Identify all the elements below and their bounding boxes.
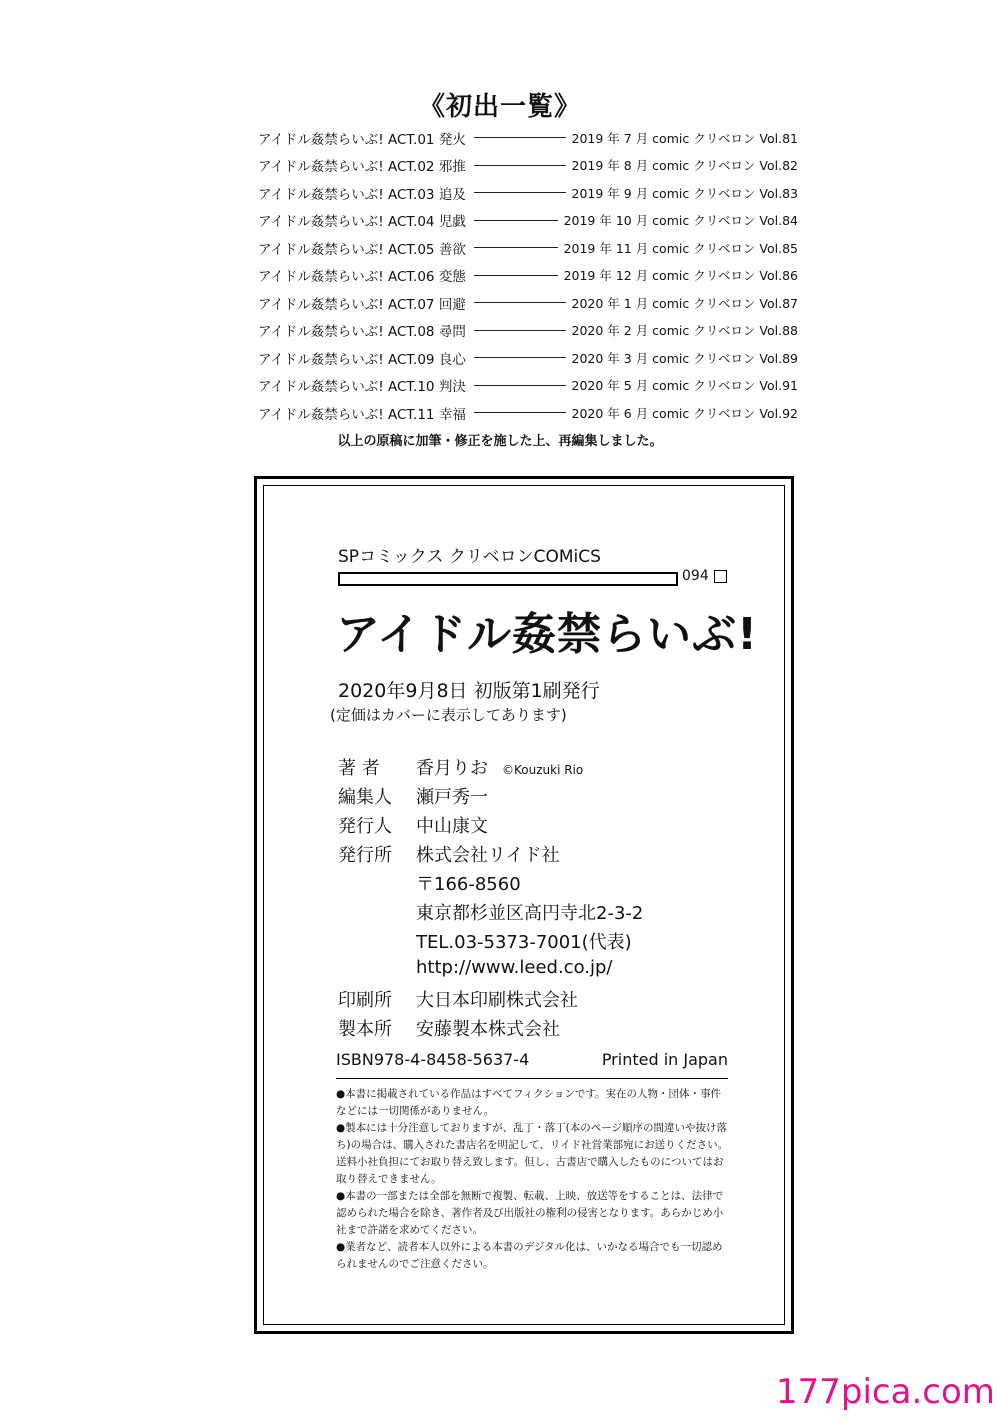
leader-line [474,302,566,303]
list-item [258,344,798,372]
isbn: ISBN978-4-8458-5637-4 [336,1050,530,1069]
list-item [258,262,798,290]
list-item [258,234,798,262]
postal-code: 〒166-8560 [416,874,521,895]
colophon-inner-border [263,485,785,1325]
staff-value: 香月りお [416,758,488,779]
chapter-source: 2020 年 1 月 comic クリベロン Vol.87 [571,295,798,311]
chapter-title: アイドル姦禁らいぶ! ACT.01 発火 [258,131,466,148]
legal-notices [336,1086,730,1273]
staff-row-publisher-person [338,812,643,841]
address: 東京都杉並区高円寺北2-3-2 [416,903,644,924]
chapter-source: 2019 年 12 月 comic クリベロン Vol.86 [563,268,798,284]
code-number: 094 [682,568,709,584]
chapter-title: アイドル姦禁らいぶ! ACT.10 判決 [258,379,466,396]
list-item [258,124,798,152]
staff-role: 著 者 [338,758,380,779]
chapter-source: 2020 年 2 月 comic クリベロン Vol.88 [571,323,798,339]
chapter-source: 2019 年 11 月 comic クリベロン Vol.85 [563,240,798,256]
colophon-box [254,476,794,1334]
staff-list [338,754,643,1044]
code-bar [338,572,678,586]
notice-item: ●製本には十分注意しておりますが、乱丁・落丁(本のページ順序の間違いや抜け落ち)の場合は、購入された書店名を明記して、リイド社営業部宛にお送りください。送料小社負担にてお取り替え致します。但し、古書店で購入したものについてはお取り替えできません。 [336,1122,729,1185]
chapter-source: 2019 年 9 月 comic クリベロン Vol.83 [571,185,798,201]
chapter-title: アイドル姦禁らいぶ! ACT.09 良心 [258,351,466,368]
chapter-title: アイドル姦禁らいぶ! ACT.03 追及 [258,186,466,203]
list-item [258,317,798,345]
chapter-title: アイドル姦禁らいぶ! ACT.02 邪推 [258,159,466,176]
staff-row-publisher [338,841,643,870]
chapter-source: 2019 年 7 月 comic クリベロン Vol.81 [571,130,798,146]
staff-role: 印刷所 [338,990,392,1011]
chapter-source: 2020 年 5 月 comic クリベロン Vol.91 [571,378,798,394]
first-appearance-list [258,124,798,427]
chapter-title: アイドル姦禁らいぶ! ACT.08 尋問 [258,324,466,341]
chapter-title: アイドル姦禁らいぶ! ACT.05 善欲 [258,241,466,258]
chapter-source: 2020 年 6 月 comic クリベロン Vol.92 [571,405,798,421]
isbn-row [336,1050,728,1069]
leader-line [474,192,566,193]
staff-value: 中山康文 [416,816,488,837]
copyright-notice: ©Kouzuki Rio [502,763,584,777]
list-item [258,179,798,207]
watermark: 177pica.com [776,1372,995,1412]
chapter-title: アイドル姦禁らいぶ! ACT.06 変態 [258,269,466,286]
list-item [258,289,798,317]
divider [336,1078,728,1079]
staff-value: 瀬戸秀一 [416,787,488,808]
first-appearance-heading: 《初出一覧》 [418,92,581,122]
leader-line [474,137,566,138]
staff-row-url [338,957,643,986]
leader-line [474,165,566,166]
staff-row-phone [338,928,643,957]
leader-line [474,275,558,276]
leader-line [474,330,566,331]
staff-role: 編集人 [338,787,392,808]
chapter-source: 2019 年 10 月 comic クリベロン Vol.84 [563,213,798,229]
staff-value: 株式会社リイド社 [416,845,560,866]
list-item [258,207,798,235]
chapter-source: 2019 年 8 月 comic クリベロン Vol.82 [571,158,798,174]
price-note: (定価はカバーに表示してあります) [330,706,567,724]
website-url: http://www.leed.co.jp/ [416,957,613,978]
leader-line [474,385,566,386]
staff-row-author [338,754,643,783]
chapter-title: アイドル姦禁らいぶ! ACT.11 幸福 [258,406,466,423]
edition-line: 2020年9月8日 初版第1刷発行 [338,680,600,702]
staff-row-address [338,899,643,928]
staff-row-printer [338,986,643,1015]
leader-line [474,220,558,221]
staff-row-postal [338,870,643,899]
list-item [258,372,798,400]
staff-role: 発行人 [338,816,392,837]
staff-row-binder [338,1015,643,1044]
imprint-label: SPコミックス クリベロンCOMiCS [338,547,601,567]
staff-role: 製本所 [338,1019,392,1040]
chapter-source: 2020 年 3 月 comic クリベロン Vol.89 [571,350,798,366]
phone: TEL.03-5373-7001(代表) [416,932,632,953]
leader-line [474,247,558,248]
notice-item: ●業者など、読者本人以外による本書のデジタル化は、いかなる場合でも一切認められませんのでご注意ください。 [336,1241,723,1270]
code-checkbox [714,570,727,583]
staff-value: 安藤製本株式会社 [416,1019,560,1040]
list-item [258,399,798,427]
list-item [258,152,798,180]
staff-value: 大日本印刷株式会社 [416,990,578,1011]
leader-line [474,357,566,358]
notice-item: ●本書の一部または全部を無断で複製、転載、上映、放送等をすることは、法律で認められた場合を除き、著作者及び出版社の権利の侵害となります。あらかじめ小社まで許諾を求めてください。 [336,1190,724,1236]
chapter-title: アイドル姦禁らいぶ! ACT.04 児戯 [258,214,466,231]
staff-row-editor [338,783,643,812]
revision-note: 以上の原稿に加筆・修正を施した上、再編集しました。 [337,434,663,449]
notice-item: ●本書に掲載されている作品はすべてフィクションです。実在の人物・団体・事件などには一切関係がありません。 [336,1088,722,1117]
book-title: アイドル姦禁らいぶ! [336,609,759,660]
staff-role: 発行所 [338,845,392,866]
chapter-title: アイドル姦禁らいぶ! ACT.07 回避 [258,296,466,313]
printed-in: Printed in Japan [601,1050,728,1069]
leader-line [474,412,566,413]
